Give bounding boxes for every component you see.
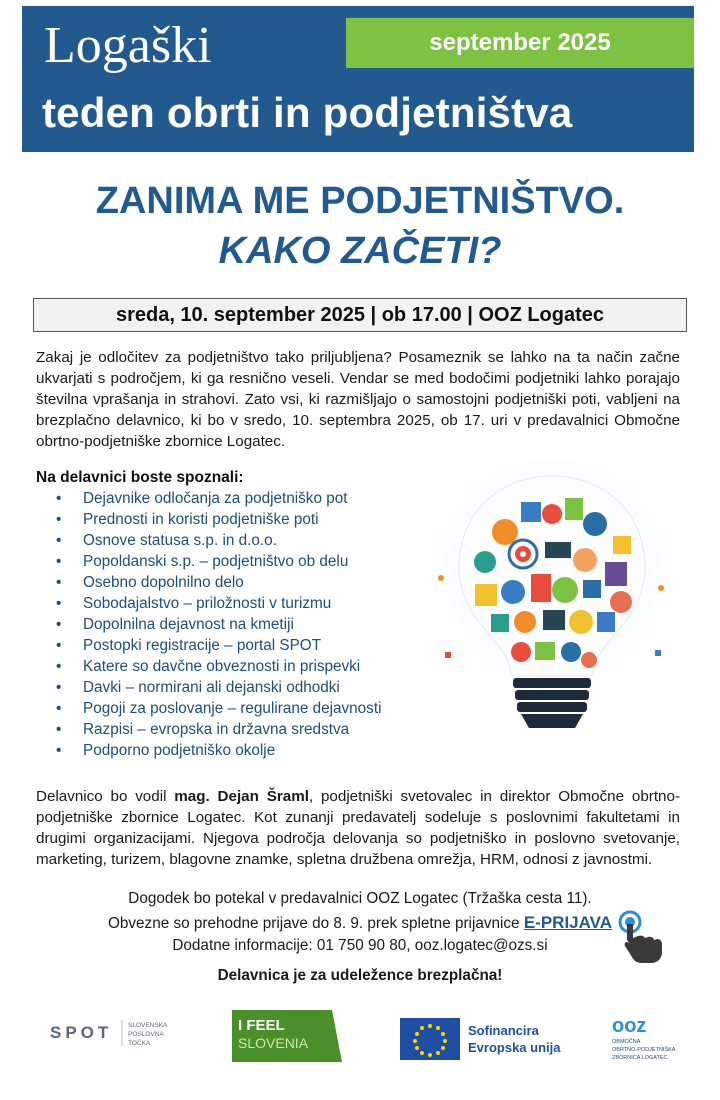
spot-logo bbox=[50, 1016, 180, 1050]
ooz-logo-line3: ZBORNICA LOGATEC bbox=[612, 1055, 668, 1061]
headline-line2: KAKO ZAČETI? bbox=[218, 230, 502, 272]
topics-title: Na delavnici boste spoznali: bbox=[36, 469, 244, 486]
ooz-logo-line1: OBMOČNA bbox=[612, 1039, 641, 1045]
eu-cofunded-logo bbox=[400, 1018, 570, 1060]
spot-logo-mark: SPOT bbox=[50, 1023, 113, 1042]
registration-line bbox=[0, 913, 720, 933]
headline-line1: ZANIMA ME PODJETNIŠTVO. bbox=[95, 180, 625, 222]
speaker-name: mag. Dejan Šraml bbox=[174, 788, 309, 805]
topic-item: • Dejavnike odločanja za podjetniško pot bbox=[56, 488, 381, 509]
spot-logo-line1: SLOVENSKA bbox=[128, 1022, 168, 1029]
header-title-line1: Logaški bbox=[44, 17, 212, 74]
event-details-bar: sreda, 10. september 2025 | ob 17.00 | OOZ Logatec bbox=[33, 298, 687, 332]
eu-logo-line1: Sofinancira bbox=[468, 1023, 539, 1038]
location-text: Dogodek bo potekal v predavalnici OOZ Logatec (Tržaška cesta 11). bbox=[128, 890, 592, 907]
registration-link[interactable]: E-PRIJAVA bbox=[523, 913, 612, 932]
topic-item: • Osnove statusa s.p. in d.o.o. bbox=[56, 530, 381, 551]
ooz-logatec-logo bbox=[608, 1014, 700, 1064]
header-title-line2: teden obrti in podjetništva bbox=[42, 89, 573, 136]
speaker-text-before: Delavnico bo vodil bbox=[36, 788, 175, 805]
topic-item: • Popoldanski s.p. – podjetništvo ob delu bbox=[56, 551, 381, 572]
intro-paragraph: Zakaj je odločitev za podjetništvo tako priljubljena? Posameznik se lahko na ta način začne ukvarjati s področjem, ki ga resnično veseli. Vendar se med bodočimi podjetniki lahko porajajo številna vprašanja in strahovi. Zato vsi, ki razmišljajo o samostojni podjetniški poti, vabljeni na brezplačno delavnico, ki bo v sredo, 10. septembra 2025, ob 17. uri v predavalnici Območne obrtno-podjetniške zbornice Logatec. bbox=[36, 349, 680, 450]
spot-logo-line3: TOČKA bbox=[128, 1040, 151, 1047]
topic-item: • Postopki registracije – portal SPOT bbox=[56, 635, 381, 656]
topic-item: • Pogoji za poslovanje – regulirane dejavnosti bbox=[56, 698, 381, 719]
topic-item: • Katere so davčne obveznosti in prispevki bbox=[56, 656, 381, 677]
topic-item: • Sobodajalstvo – priložnosti v turizmu bbox=[56, 593, 381, 614]
topic-item: • Razpisi – evropska in državna sredstva bbox=[56, 719, 381, 740]
contact-info: Dodatne informacije: 01 750 90 80, ooz.logatec@ozs.si bbox=[172, 937, 548, 954]
registration-text: Obvezne so prehodne prijave do 8. 9. prek spletne prijavnice bbox=[108, 915, 524, 932]
i-feel-slovenia-logo bbox=[232, 1010, 342, 1062]
topic-item: • Davki – normirani ali dejanski odhodki bbox=[56, 677, 381, 698]
ooz-logo-mark: ooz bbox=[612, 1015, 647, 1037]
speaker-text-after: , podjetniški svetovalec in direktor Območne obrtno-podjetniške zbornice Logatec. Kot zunanji predavatelj sodeluje s poslovnimi fakultetami in drugimi organizacijami. Njegova področja delovanja so podjetniško in poslovno svetovanje, marketing, turizem, blagovne znamke, spletna družbena omrežja, HRM, odnosi z javnostmi. bbox=[36, 788, 681, 868]
hand-pointer-icon[interactable] bbox=[614, 910, 670, 966]
header-banner bbox=[22, 6, 694, 152]
lightbulb-illustration bbox=[425, 462, 680, 747]
topic-item: • Prednosti in koristi podjetniške poti bbox=[56, 509, 381, 530]
ifeel-logo-line1: I FEEL bbox=[238, 1017, 285, 1034]
speaker-paragraph bbox=[36, 786, 680, 870]
topic-item: • Podporno podjetniško okolje bbox=[56, 740, 381, 761]
topic-item: • Dopolnilna dejavnost na kmetiji bbox=[56, 614, 381, 635]
free-note: Delavnica je za udeležence brezplačna! bbox=[217, 967, 503, 984]
topic-item: • Osebno dopolnilno delo bbox=[56, 572, 381, 593]
eu-logo-line2: Evropska unija bbox=[468, 1040, 561, 1055]
topics-list bbox=[56, 488, 381, 761]
ifeel-logo-line2: SLOVENIA bbox=[238, 1035, 309, 1051]
date-badge: september 2025 bbox=[346, 18, 694, 68]
spot-logo-line2: POSLOVNA bbox=[128, 1031, 164, 1038]
ooz-logo-line2: OBRTNO-PODJETNIŠKA bbox=[612, 1047, 676, 1053]
